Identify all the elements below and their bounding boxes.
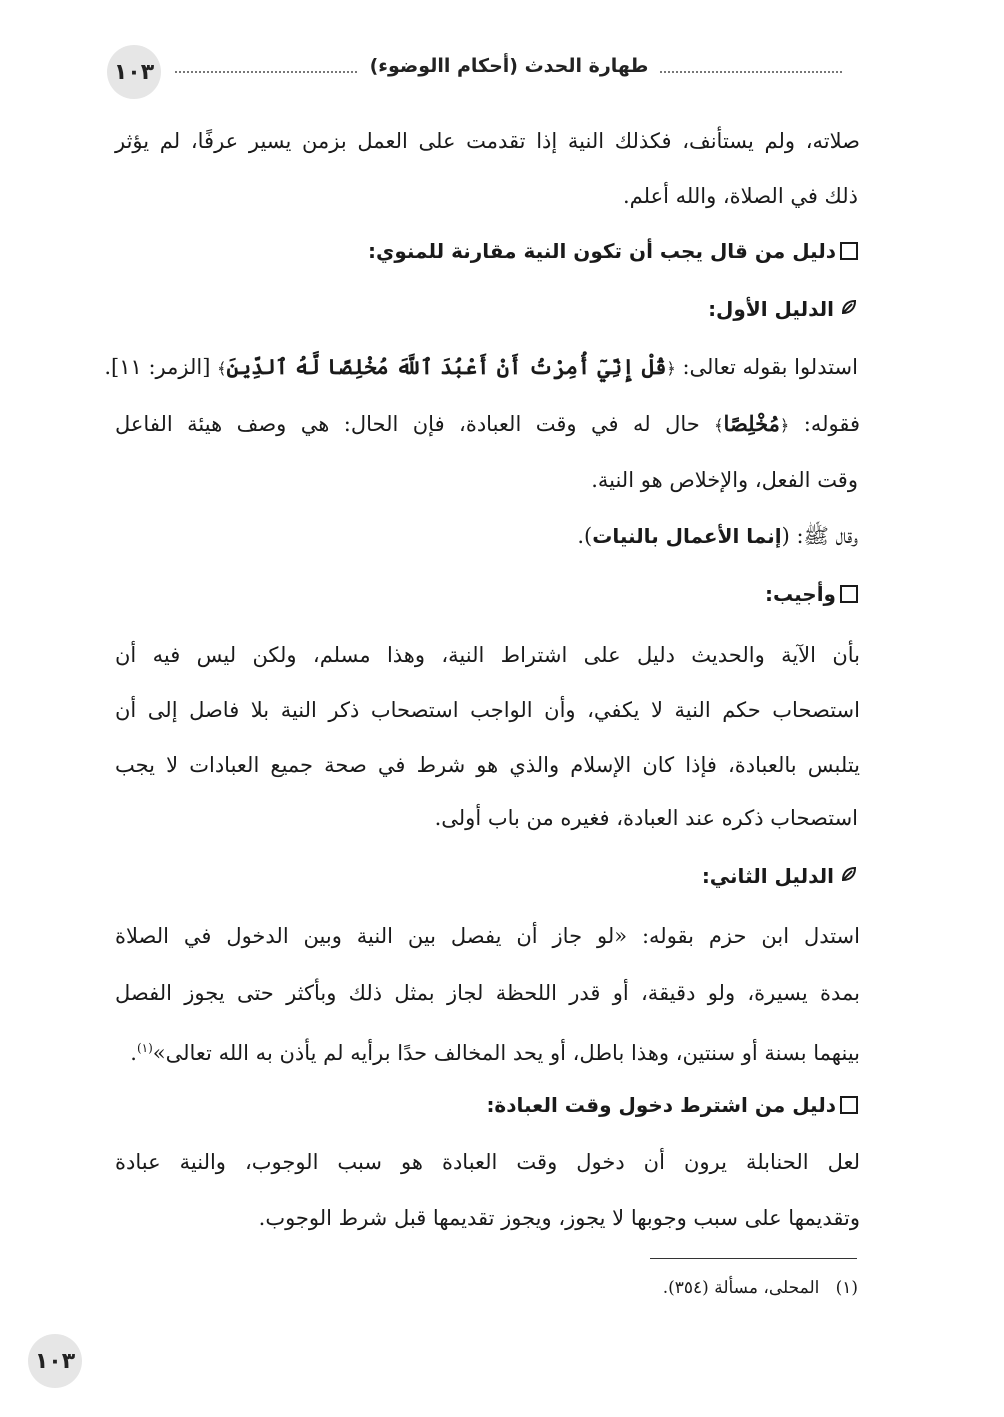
- section-heading: [765, 579, 858, 609]
- page-number: ١٠٣: [34, 1348, 76, 1374]
- footnote-separator: [650, 1258, 857, 1259]
- footnote-marker[interactable]: (١): [136, 1041, 153, 1055]
- body-line-quran-citation: [104, 352, 858, 384]
- text-segment: استدلوا بقوله تعالى:: [675, 355, 858, 379]
- subsection-heading-text: الدليل الثاني:: [701, 864, 834, 888]
- text-segment: فقوله:: [789, 412, 860, 436]
- section-heading: [486, 1090, 858, 1120]
- leaf-icon: [840, 863, 858, 893]
- checkbox-icon: [840, 585, 858, 603]
- quran-bracket-close: ﴾: [217, 359, 227, 378]
- page-number: ١٠٣: [113, 59, 155, 85]
- running-title: طهارة الحدث (أحكام االوضوء): [369, 55, 649, 77]
- header-dotted-rule-right: [660, 71, 842, 73]
- body-line: ذلك في الصلاة، والله أعلم.: [623, 184, 858, 208]
- quran-bracket-open: ﴿: [666, 359, 676, 378]
- body-line: استصحاب ذكره عند العبادة، فغيره من باب أولى.: [434, 806, 858, 830]
- body-line: يتلبس بالعبادة، فإذا كان الإسلام والذي هو شرط في صحة جميع العبادات لا يجب: [115, 753, 860, 777]
- hadith-text: إنما الأعمال بالنيات: [592, 524, 782, 548]
- quran-bracket-close: ﴾: [714, 416, 724, 435]
- body-line-hadith: [577, 521, 858, 551]
- body-line: لعل الحنابلة يرون أن دخول وقت العبادة هو سبب الوجوب، والنية عبادة: [115, 1150, 860, 1174]
- body-line: [115, 409, 860, 441]
- body-line: وتقديمها على سبب وجوبها لا يجوز، ويجوز تقديمها قبل شرط الوجوب.: [258, 1206, 860, 1230]
- body-line: صلاته، ولم يستأنف، فكذلك النية إذا تقدمت على العمل بزمن يسير عرفًا، لم يؤثر: [115, 129, 860, 153]
- text-segment: .: [130, 1041, 137, 1065]
- verse-reference: [الزمر: ١١].: [104, 355, 218, 379]
- body-line-footnoted: [130, 1033, 860, 1068]
- text-segment: حال له في وقت العبادة، فإن الحال: هي وصف هيئة الفاعل: [115, 412, 715, 436]
- footnote-text: المحلى، مسألة (٣٥٤).: [662, 1278, 820, 1298]
- footnote-number: (١): [835, 1278, 858, 1298]
- text-segment: ).: [577, 524, 593, 548]
- checkbox-icon: [840, 1096, 858, 1114]
- section-heading-text: وأجيب:: [764, 582, 836, 606]
- footnote: [663, 1275, 858, 1301]
- body-line: استدل ابن حزم بقوله: «لو جاز أن يفصل بين النية وبين الدخول في الصلاة: [115, 924, 860, 948]
- text-segment: بينهما بسنة أو سنتين، وهذا باطل، أو يحد المخالف حدًا برأيه لم يأذن به الله تعالى»: [152, 1041, 860, 1065]
- quran-bracket-open: ﴿: [779, 416, 790, 435]
- body-line: وقت الفعل، والإخلاص هو النية.: [591, 468, 858, 492]
- quran-verse: قُلْ إِنِّيٓ أُمِرْتُ أَنْ أَعْبُدَ ٱللَّهَ مُخْلِصًا لَّهُ ٱلدِّينَ: [226, 354, 667, 379]
- header-dotted-rule-left: [175, 71, 357, 73]
- section-heading-text: دليل من قال يجب أن تكون النية مقارنة للمنوي:: [368, 239, 836, 263]
- subsection-heading: [708, 294, 858, 326]
- subsection-heading-text: الدليل الأول:: [708, 297, 834, 321]
- subsection-heading: [702, 861, 858, 893]
- page-number-badge: [107, 45, 161, 99]
- quran-word: مُخْلِصًا: [723, 411, 780, 436]
- leaf-icon: [840, 296, 858, 326]
- checkbox-icon: [840, 242, 858, 260]
- body-line: بمدة يسيرة، ولو دقيقة، أو قدر اللحظة لجاز بمثل ذلك وبأكثر حتى يجوز الفصل: [115, 981, 860, 1005]
- text-segment: وقال ﷺ: (: [781, 524, 858, 548]
- section-heading-text: دليل من اشترط دخول وقت العبادة:: [486, 1093, 836, 1117]
- page-number-badge-bottom: [28, 1334, 82, 1388]
- section-heading: [368, 236, 858, 266]
- body-line: استصحاب حكم النية لا يكفي، وأن الواجب استصحاب ذكر النية بلا فاصل إلى أن: [115, 698, 860, 722]
- body-line: بأن الآية والحديث دليل على اشتراط النية، وهذا مسلم، ولكن ليس فيه أن: [115, 643, 860, 667]
